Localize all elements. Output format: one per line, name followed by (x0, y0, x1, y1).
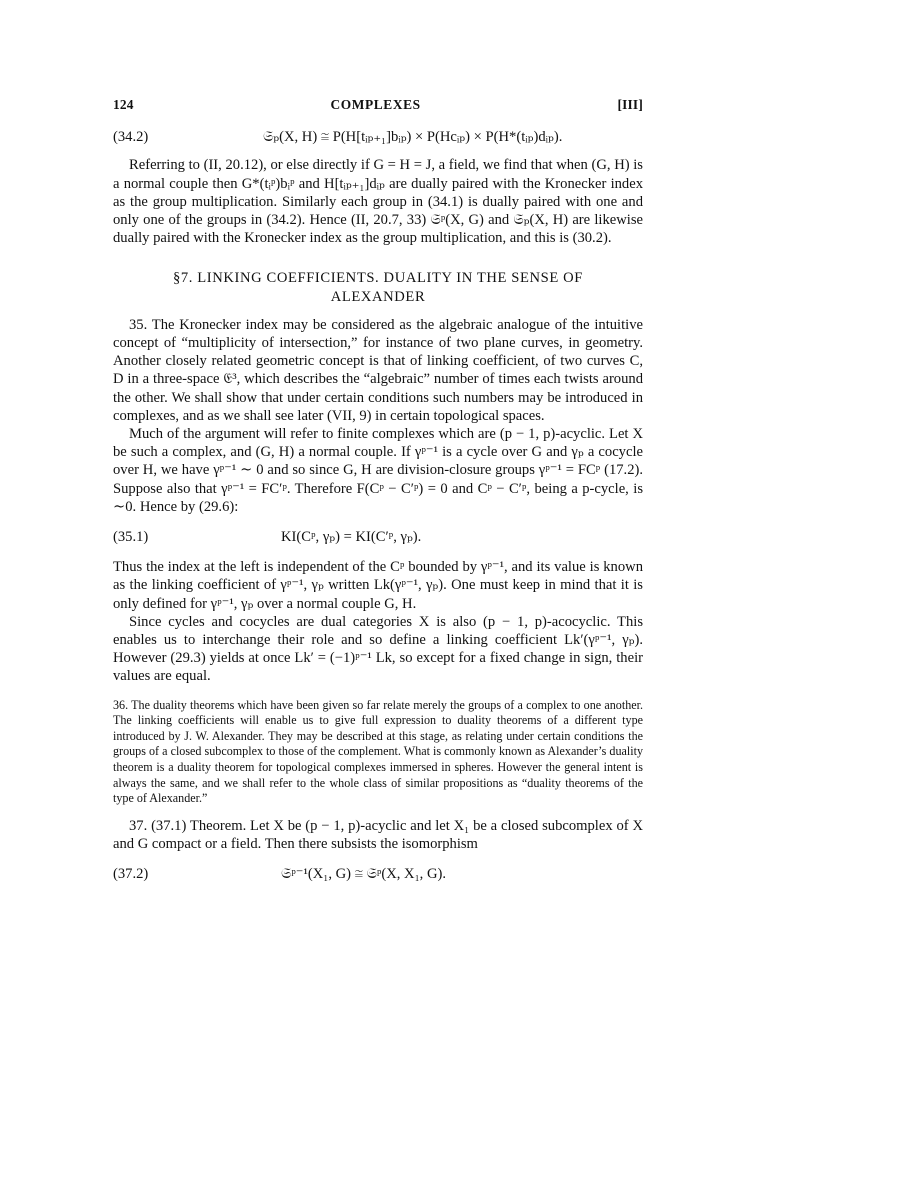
running-title: COMPLEXES (330, 97, 421, 112)
equation-number: (37.2) (113, 866, 149, 883)
paragraph-linking-definition: Thus the index at the left is independent of the Cᵖ bounded by γᵖ⁻¹, and its value is known as the linking coefficient of γᵖ⁻¹, γₚ written Lk(γᵖ⁻¹, γₚ). One must keep in mind that it is only defined for γᵖ⁻¹, γₚ over a normal couple G, H. (113, 559, 643, 612)
paragraph-37-theorem: 37. (37.1) Theorem. Let X be (p − 1, p)-acyclic and let X₁ be a closed subcomplex of X and G compact or a field. Then there subsists the isomorphism (113, 817, 643, 853)
paragraph-argument: Much of the argument will refer to finite complexes which are (p − 1, p)-acyclic. Let X be such a complex, and (G, H) a normal couple. If γᵖ⁻¹ is a cycle over G and γₚ a cocycle over H, we have γᵖ⁻¹ ∼ 0 and so since G, H are division-closure groups γᵖ⁻¹ = FCᵖ (17.2). Suppose also that γᵖ⁻¹ = FC′ᵖ. Therefore F(Cᵖ − C′ᵖ) = 0 and Cᵖ − C′ᵖ, being a p-cycle, is ∼0. Hence by (29.6): (113, 426, 643, 515)
equation-34-2 (113, 128, 643, 146)
equation-number: (35.1) (113, 529, 149, 546)
equation-formula: KI(Cᵖ, γₚ) = KI(C′ᵖ, γₚ). (281, 529, 422, 546)
book-page (113, 96, 643, 895)
running-header (113, 96, 643, 114)
section-heading (113, 269, 643, 305)
paragraph-35: 35. The Kronecker index may be considered as the algebraic analogue of the intuitive concept of “multiplicity of intersection,” for instance of two plane curves, in geometry. Another closely related geometric concept is that of linking coefficient, of two curves C, D in a three-space 𝔈³, which describes the “algebraic” number of times each twists around the other. We shall show that under certain conditions such numbers may be introduced in complexes, and as we shall see later (VII, 9) in certain topological spaces. (113, 316, 643, 424)
paragraph-acocyclic: Since cycles and cocycles are dual categories X is also (p − 1, p)-acocyclic. This enables us to interchange their role and so define a linking coefficient Lk′(γᵖ⁻¹, γₚ). However (29.3) yields at once Lk′ = (−1)ᵖ⁻¹ Lk, so except for a fixed change in sign, their values are equal. (113, 613, 643, 685)
section-title-line-1: §7. LINKING COEFFICIENTS. DUALITY IN THE SENSE OF (172, 270, 584, 287)
equation-35-1 (113, 528, 643, 546)
section-title-line-2: ALEXANDER (330, 288, 426, 305)
chapter-label: [III] (617, 97, 643, 112)
paragraph-kronecker: Referring to (II, 20.12), or else directly if G = H = J, a field, we find that when (G, H) is a normal couple then G*(tᵢᵖ)bᵢᵖ and H[tᵢₚ₊₁]dᵢₚ are dually paired with the Kronecker index as the group multiplication. Similarly each group in (34.1) is dually paired with one and only one of the groups in (34.2). Hence (II, 20.7, 33) 𝔖ᵖ(X, G) and 𝔖ₚ(X, H) are likewise dually paired with the Kronecker index as the group multiplication, and this is (30.2). (113, 157, 643, 247)
equation-37-2 (113, 865, 643, 883)
equation-formula: 𝔖ₚ(X, H) ≅ P(H[tᵢₚ₊₁]bᵢₚ) × P(Hcᵢₚ) × P(H*(tᵢₚ)dᵢₚ). (263, 129, 563, 146)
page-number: 124 (113, 97, 134, 112)
equation-formula: 𝔖ᵖ⁻¹(X₁, G) ≅ 𝔖ᵖ(X, X₁, G). (281, 866, 447, 883)
small-print-note (113, 698, 643, 807)
equation-number: (34.2) (113, 129, 149, 146)
paragraph-36: 36. The duality theorems which have been given so far relate merely the groups of a complex to one another. The linking coefficients will enable us to give full expression to duality theorems of a different type introduced by J. W. Alexander. They may be described at this stage, as relating under certain conditions the groups of a closed subcomplex to those of the complement. What is commonly known as Alexander’s duality theorem is a duality theorem for topological complexes immersed in spheres. However the general intent is always the same, and we shall refer to the whole class of similar propositions as “duality theorems of the type of Alexander.” (113, 697, 643, 806)
